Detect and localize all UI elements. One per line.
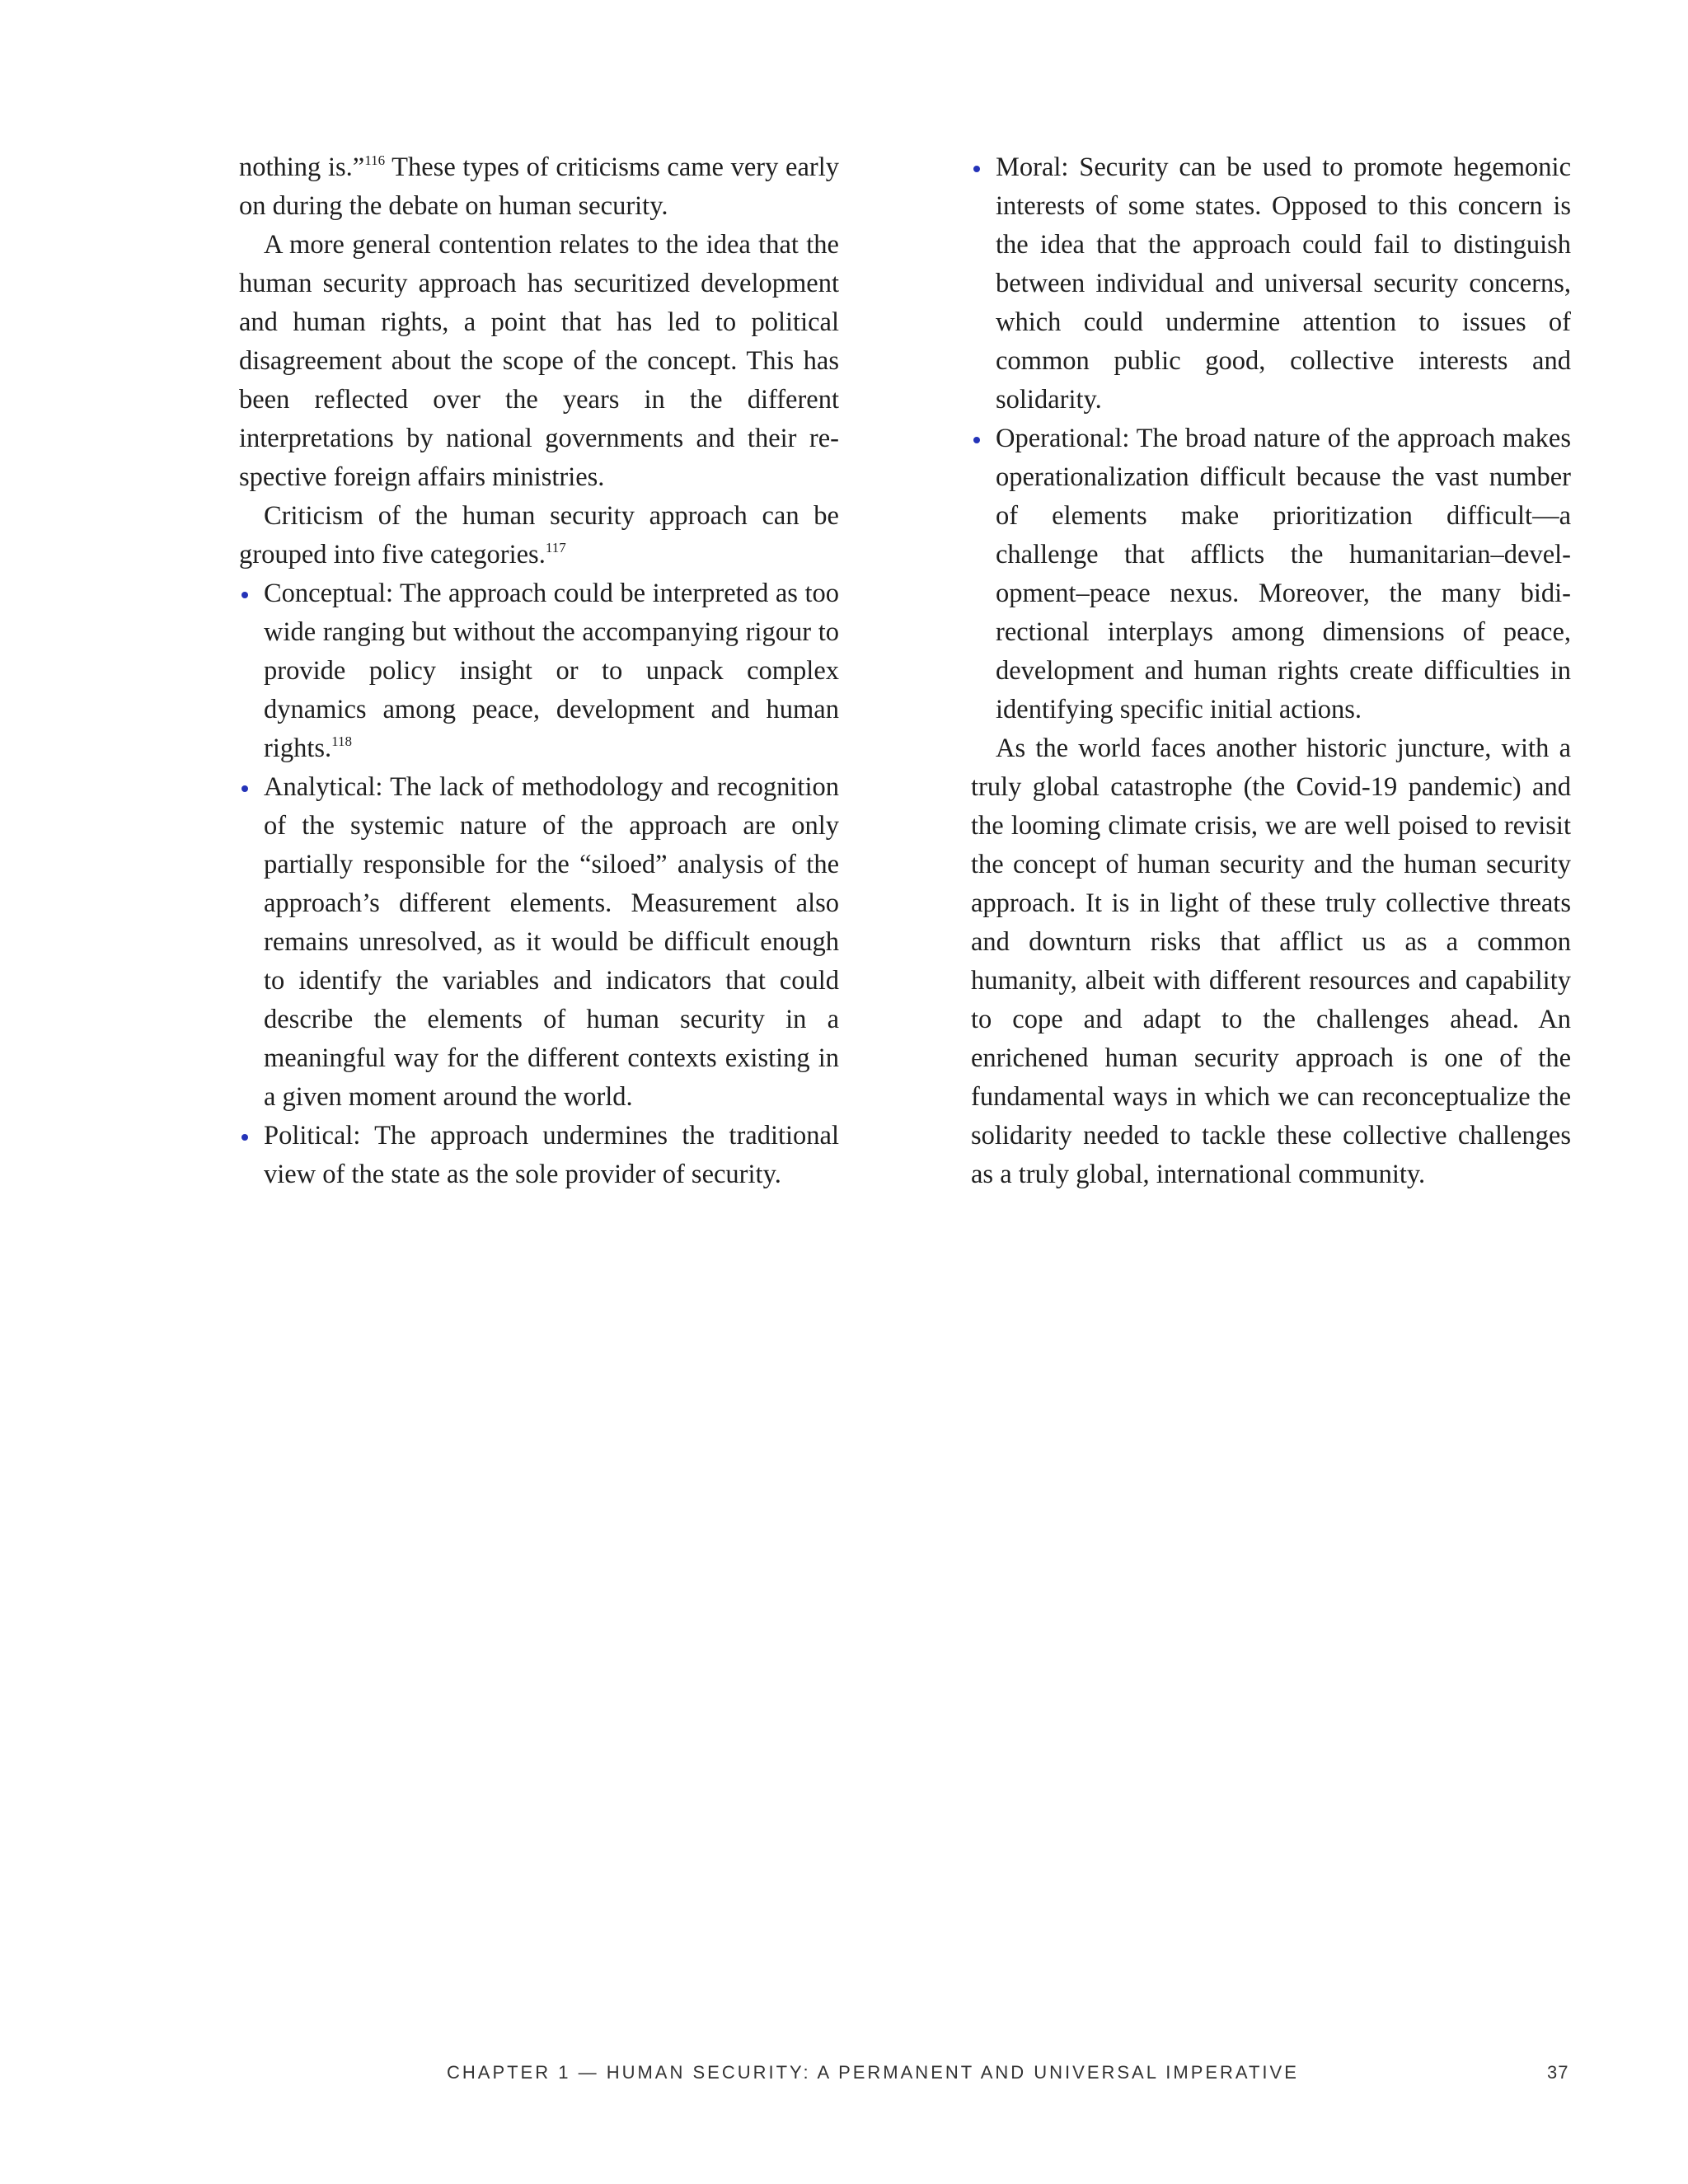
list-item-moral: [971, 148, 1571, 419]
list-item-operational: [971, 419, 1571, 729]
paragraph-criticisms-intro: [239, 148, 839, 226]
bullet-icon: [241, 1134, 248, 1141]
list-item-analytical: [239, 768, 839, 1117]
list-item-text: Analytical: The lack of methodology and recognition of the systemic nature of the approach are only partially responsible for the “siloed” analysis of the approach’s different elements. Measurement also remains unresolved, as it would be difficult enough to identify the variables and indicators that could describe the elements of human security in a meaningful way for the different contexts existing in a given moment around the world.: [264, 772, 839, 1112]
paragraph-text: These types of criticisms came very early on during the debate on human security.: [239, 152, 839, 221]
paragraph-text: nothing is.”: [239, 152, 365, 182]
bullet-icon: [973, 437, 980, 443]
bullet-icon: [241, 785, 248, 792]
footnote-ref-118[interactable]: 118: [331, 733, 353, 749]
page-number: 37: [1547, 2062, 1569, 2083]
paragraph-general-contention: A more general contention relates to the idea that the human security approach has securitized development and human rights, a point that has led to political disagreement about the scope of the concept. This has been reflected over the years in the different interpretations by national governments and their respective foreign affairs ministries.: [239, 230, 839, 492]
criticism-list-right: [971, 148, 1571, 729]
running-footer-chapter-title: CHAPTER 1 — HUMAN SECURITY: A PERMANENT AND UNIVERSAL IMPERATIVE: [447, 2062, 1299, 2083]
bullet-icon: [973, 166, 980, 172]
criticism-list-left: [239, 574, 839, 1194]
paragraph-text: Criticism of the human security approach can be grouped into five categories.: [239, 501, 839, 569]
list-item-text: Political: The approach undermines the traditional view of the state as the sole provider of security.: [264, 1121, 839, 1189]
footnote-ref-117[interactable]: 117: [545, 540, 566, 555]
list-item-political: [239, 1117, 839, 1194]
left-column: [239, 148, 839, 1194]
paragraph-five-categories: [239, 497, 839, 574]
paragraph-historic-juncture: As the world faces another historic juncture, with a truly global catastrophe (the Covid-19 pandemic) and the looming climate crisis, we are well poised to revisit the concept of human security and the human security approach. It is in light of these truly collective threats and downturn risks that afflict us as a common humanity, albeit with different resources and capability to cope and adapt to the challenges ahead. An enrichened human security approach is one of the fundamental ways in which we can reconceptualize the solidarity needed to tackle these collective challenges as a truly global, international community.: [971, 733, 1571, 1189]
list-item-text: Operational: The broad nature of the approach makes operationalization difficult because the vast number of elements make prioritization difficult—a challenge that afflicts the humanitarian–development–peace nexus. Moreover, the many bidirectional interplays among dimensions of peace, development and human rights create difficulties in identifying specific initial actions.: [996, 424, 1571, 724]
list-item-text: Conceptual: The approach could be interpreted as too wide ranging but without the accompanying rigour to provide policy insight or to unpack complex dynamics among peace, development and human rights.: [264, 579, 839, 763]
list-item-text: Moral: Security can be used to promote hegemonic interests of some states. Opposed to this concern is the idea that the approach could fail to distinguish between individual and universal security concerns, which could undermine attention to issues of common public good, collective interests and solidarity.: [996, 152, 1571, 415]
list-item-conceptual: [239, 574, 839, 768]
bullet-icon: [241, 592, 248, 598]
footnote-ref-116[interactable]: 116: [364, 152, 386, 168]
right-column: [971, 148, 1571, 1194]
